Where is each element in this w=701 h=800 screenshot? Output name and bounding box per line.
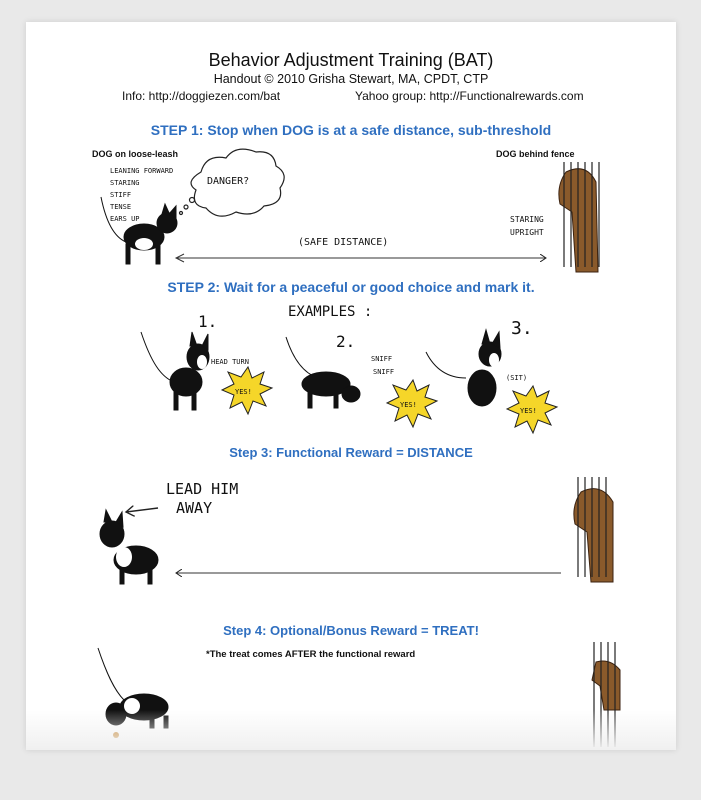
illustrations xyxy=(26,22,676,750)
yes-text-1: YES! xyxy=(235,388,252,396)
head-turn-label: HEAD TURN xyxy=(211,358,249,366)
sign-item: STARING xyxy=(110,179,140,187)
step3-heading: Step 3: Functional Reward = DISTANCE xyxy=(229,445,473,460)
lead-him-label: LEAD HIM xyxy=(166,480,239,498)
yes-burst-1 xyxy=(222,367,272,414)
page-title: Behavior Adjustment Training (BAT) xyxy=(208,50,494,70)
sign-item: LEANING FORWARD xyxy=(110,167,174,175)
fence-dog-step1 xyxy=(559,162,599,272)
sit-label: (SIT) xyxy=(506,374,528,382)
yes-burst-2 xyxy=(387,380,437,427)
dog-step3 xyxy=(100,510,158,584)
sign-item: TENSE xyxy=(110,203,132,211)
example-number-2: 2. xyxy=(336,332,356,351)
step1-left-label: DOG on loose-leash xyxy=(92,149,179,159)
fence-note: STARING xyxy=(510,215,544,224)
bottom-fade xyxy=(26,710,676,750)
sniff-label-1: SNIFF xyxy=(371,355,393,363)
yes-burst-3 xyxy=(507,386,557,433)
lead-away-arrow xyxy=(126,508,158,512)
example-number-3: 3. xyxy=(511,318,533,339)
leashed-dog-step1 xyxy=(101,197,177,264)
away-label: AWAY xyxy=(176,499,213,517)
dog-example-2 xyxy=(286,337,360,408)
thought-bubble xyxy=(180,149,285,216)
handout-page xyxy=(26,22,676,750)
dog-example-3 xyxy=(426,330,501,406)
example-number-1: 1. xyxy=(198,312,218,331)
sniff-label-2: SNIFF xyxy=(373,368,395,376)
step1-right-label: DOG behind fence xyxy=(496,149,575,159)
step4-heading: Step 4: Optional/Bonus Reward = TREAT! xyxy=(223,623,479,638)
step1-heading: STEP 1: Stop when DOG is at a safe distance, sub-threshold xyxy=(150,122,552,138)
dog-example-1 xyxy=(141,332,209,410)
fence-note: UPRIGHT xyxy=(510,228,544,237)
treat-note: *The treat comes AFTER the functional reward xyxy=(206,649,416,660)
examples-label: EXAMPLES : xyxy=(288,304,373,320)
thought-text: DANGER? xyxy=(207,176,250,187)
yahoo-group-link[interactable]: Yahoo group: http://Functionalrewards.com xyxy=(355,89,584,103)
fence-dog-step3 xyxy=(574,477,613,582)
sign-item: EARS UP xyxy=(110,215,140,223)
sign-item: STIFF xyxy=(110,191,132,199)
step2-heading: STEP 2: Wait for a peaceful or good choice and mark it. xyxy=(167,279,535,295)
page-subtitle: Handout © 2010 Grisha Stewart, MA, CPDT, CTP xyxy=(213,72,489,86)
yes-text-2: YES! xyxy=(400,401,417,409)
safe-distance-label: (SAFE DISTANCE) xyxy=(298,237,389,248)
info-link[interactable]: Info: http://doggiezen.com/bat xyxy=(122,89,281,103)
yes-text-3: YES! xyxy=(520,407,537,415)
